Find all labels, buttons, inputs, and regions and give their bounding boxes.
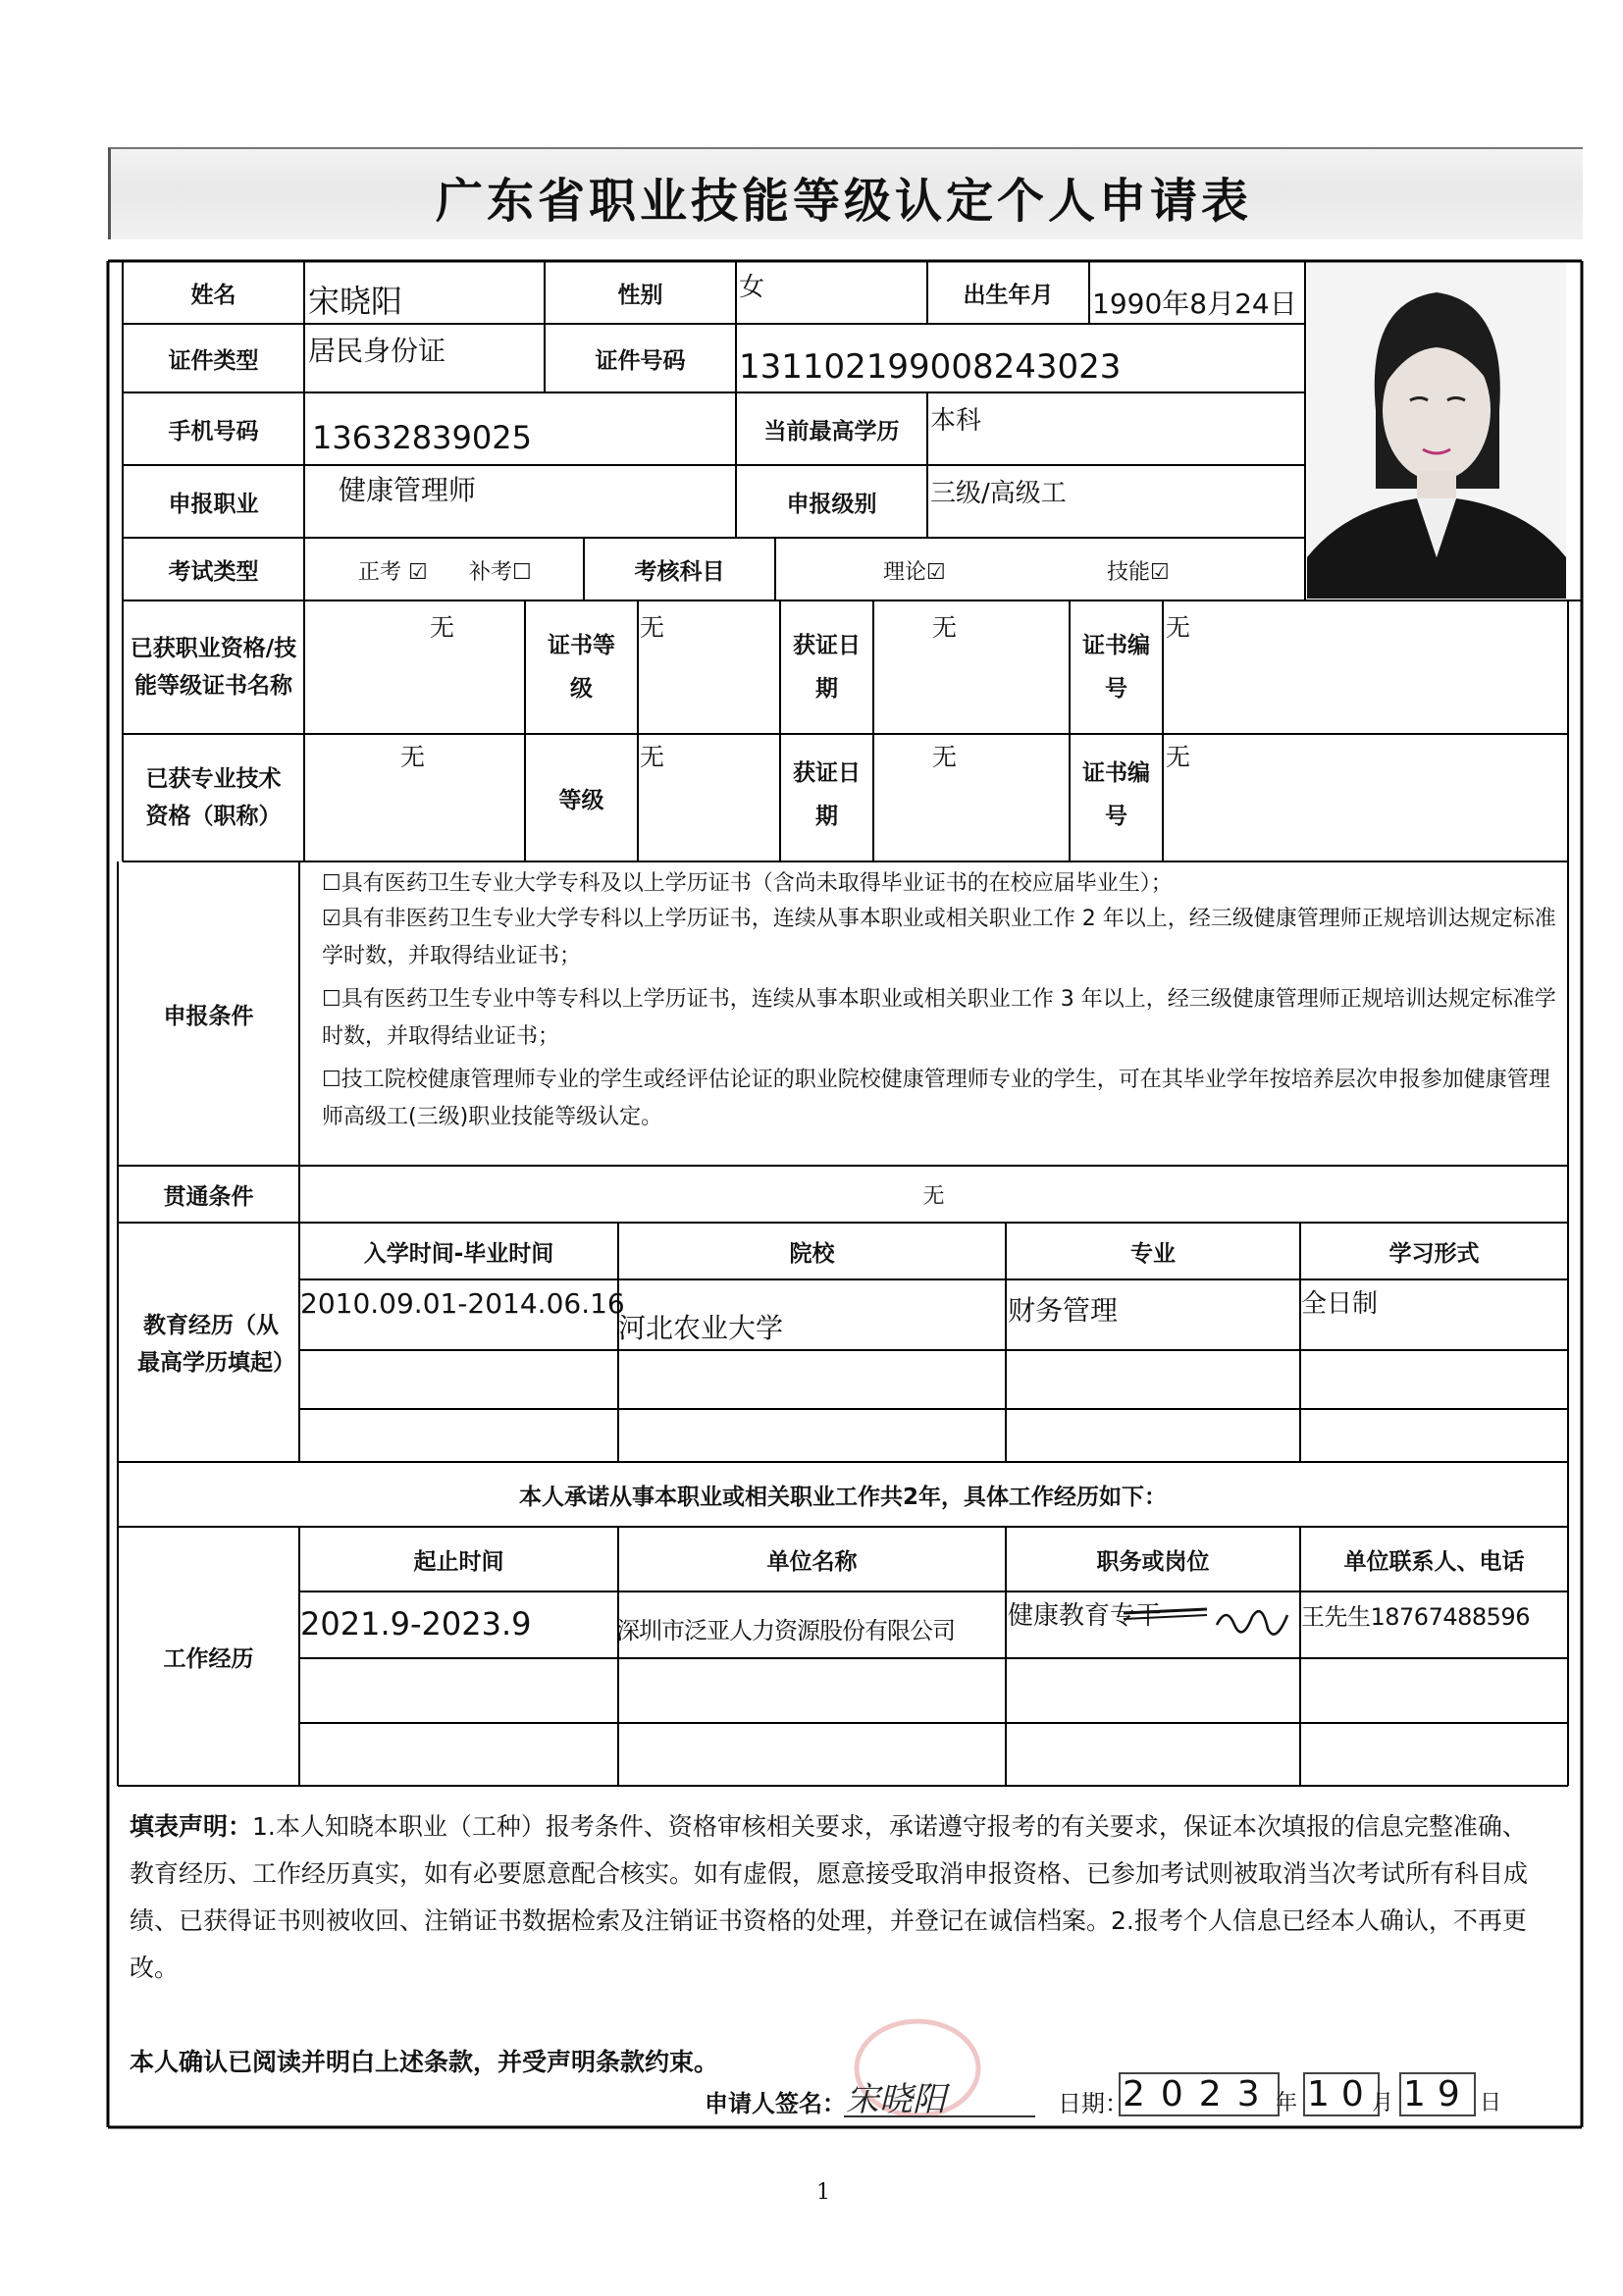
- work-row-period[interactable]: 2021.9-2023.9: [300, 1605, 532, 1643]
- work-row-contact[interactable]: 王先生18767488596: [1301, 1603, 1530, 1631]
- work-header-company: 单位名称: [766, 1548, 858, 1575]
- declaration-body: 1.本人知晓本职业（工种）报考条件、资格审核相关要求，承诺遵守报考的有关要求，保证本次填报的信息完整准确、教育经历、工作经历真实，如有必要愿意配合核实。如有虚假，愿意接受取消申报资格、已参加考试则被取消当次考试所有科目成绩、已获得证书则被收回、注销证书数据检索及注销证书资格的处理，并登记在诚信档案。2.报考个人信息已经本人确认，不再更改。: [130, 1812, 1529, 1982]
- edu-header-major: 专业: [1130, 1240, 1176, 1267]
- tech-qual-date-label: 获证日期: [793, 760, 861, 829]
- edu-row-major[interactable]: 财务管理: [1008, 1294, 1119, 1327]
- date-day[interactable]: 19: [1399, 2072, 1476, 2116]
- edu-header-period: 入学时间-毕业时间: [363, 1240, 554, 1267]
- date-month[interactable]: 10: [1303, 2072, 1380, 2116]
- declaration-text: [130, 1803, 1533, 1992]
- work-commitment: 本人承诺从事本职业或相关职业工作共2年，具体工作经历如下：: [518, 1484, 1167, 1510]
- tech-qual-grade[interactable]: 无: [640, 743, 665, 771]
- qual-cert-date-label: 获证日期: [793, 633, 861, 702]
- date-month-unit: 月: [1372, 2091, 1394, 2115]
- page-number: 1: [816, 2180, 830, 2205]
- work-header-period: 起止时间: [413, 1548, 504, 1575]
- condition-item-2[interactable]: ☑具有非医药卫生专业大学专科以上学历证书，连续从事本职业或相关职业工作 2 年以上，经三级健康管理师正规培训达规定标准学时数，并取得结业证书；: [322, 907, 1556, 968]
- id-number-value[interactable]: 131102199008243023: [739, 347, 1122, 387]
- applicant-signature[interactable]: 宋晓阳: [846, 2080, 946, 2119]
- gender-label: 性别: [617, 282, 663, 308]
- signature-underline: [844, 2115, 1035, 2117]
- tech-qual-grade-label: 等级: [558, 787, 604, 813]
- qual-cert-name[interactable]: 无: [430, 613, 455, 642]
- tech-qual-label: 已获专业技术资格（职称）: [145, 766, 282, 829]
- tech-qual-name[interactable]: 无: [400, 743, 426, 771]
- declaration-heading: 填表声明：: [130, 1812, 253, 1841]
- phone-value[interactable]: 13632839025: [312, 419, 532, 456]
- edu-row-period[interactable]: 2010.09.01-2014.06.16: [300, 1287, 625, 1320]
- strikeout-mark: [1119, 1595, 1295, 1654]
- date-year-unit: 年: [1276, 2091, 1298, 2115]
- date-year[interactable]: 2023: [1119, 2072, 1280, 2116]
- phone-label: 手机号码: [168, 418, 259, 444]
- skill-checkbox[interactable]: 技能☑: [1107, 560, 1170, 585]
- through-label: 贯通条件: [163, 1183, 254, 1210]
- id-number-label: 证件号码: [595, 347, 686, 374]
- level-value[interactable]: 三级/高级工: [930, 479, 1067, 508]
- theory-checkbox[interactable]: 理论☑: [883, 560, 946, 585]
- birth-label: 出生年月: [963, 282, 1054, 308]
- exam-type-label: 考试类型: [168, 558, 259, 585]
- tech-qual-date[interactable]: 无: [932, 743, 958, 771]
- applicant-photo: [1307, 263, 1566, 599]
- date-label: 日期：: [1058, 2090, 1128, 2117]
- qual-cert-number[interactable]: 无: [1166, 613, 1191, 642]
- form-title: 广东省职业技能等级认定个人申请表: [435, 174, 1252, 229]
- name-label: 姓名: [190, 282, 236, 308]
- subject-label: 考核科目: [634, 558, 725, 585]
- edu-row-school[interactable]: 河北农业大学: [618, 1312, 784, 1344]
- date-day-unit: 日: [1480, 2091, 1502, 2115]
- condition-item-4[interactable]: ☐技工院校健康管理师专业的学生或经评估论证的职业院校健康管理师专业的学生，可在其毕业学年按培养层次申报参加健康管理师高级工(三级)职业技能等级认定。: [322, 1068, 1550, 1129]
- work-row-company[interactable]: 深圳市泛亚人力资源股份有限公司: [616, 1617, 955, 1644]
- edu-header-school: 院校: [789, 1240, 835, 1267]
- qual-cert-number-label: 证书编号: [1082, 633, 1150, 702]
- id-type-label: 证件类型: [168, 347, 259, 374]
- condition-item-3[interactable]: ☐具有医药卫生专业中等专科以上学历证书，连续从事本职业或相关职业工作 3 年以上，经三级健康管理师正规培训达规定标准学时数，并取得结业证书；: [322, 987, 1556, 1049]
- id-type-value[interactable]: 居民身份证: [308, 335, 446, 367]
- sign-label: 申请人签名：: [705, 2090, 846, 2117]
- edu-header-mode: 学习形式: [1388, 1240, 1480, 1267]
- qual-cert-level-label: 证书等级: [548, 633, 615, 702]
- birth-value[interactable]: 1990年8月24日: [1092, 287, 1297, 320]
- through-value[interactable]: 无: [922, 1183, 945, 1209]
- work-row-position[interactable]: 健康教育专干: [1008, 1601, 1162, 1631]
- gender-value[interactable]: 女: [739, 273, 765, 302]
- occupation-value[interactable]: 健康管理师: [339, 474, 477, 506]
- work-header-contact: 单位联系人、电话: [1343, 1548, 1525, 1575]
- qual-cert-level[interactable]: 无: [640, 613, 665, 642]
- qual-cert-date[interactable]: 无: [932, 613, 958, 642]
- qual-cert-label: 已获职业资格/技能等级证书名称: [130, 636, 297, 699]
- level-label: 申报级别: [786, 491, 877, 517]
- exam-regular-checkbox[interactable]: 正考 ☑: [358, 560, 428, 585]
- occupation-label: 申报职业: [168, 491, 259, 517]
- exam-makeup-checkbox[interactable]: 补考☐: [469, 560, 532, 585]
- conditions-label: 申报条件: [163, 1003, 254, 1029]
- work-history-label: 工作经历: [163, 1645, 254, 1672]
- name-value[interactable]: 宋晓阳: [308, 283, 403, 320]
- tech-qual-number[interactable]: 无: [1166, 743, 1191, 771]
- edu-history-label: 教育经历（从最高学历填起）: [137, 1313, 295, 1376]
- condition-item-1[interactable]: ☐具有医药卫生专业大学专科及以上学历证书（含尚未取得毕业证书的在校应届毕业生）；: [322, 871, 1173, 896]
- education-label: 当前最高学历: [763, 418, 900, 444]
- declaration-confirm: 本人确认已阅读并明白上述条款，并受声明条款约束。: [130, 2048, 719, 2076]
- work-header-position: 职务或岗位: [1096, 1548, 1210, 1575]
- edu-row-mode[interactable]: 全日制: [1301, 1289, 1379, 1319]
- education-value[interactable]: 本科: [930, 406, 982, 436]
- tech-qual-number-label: 证书编号: [1082, 760, 1150, 829]
